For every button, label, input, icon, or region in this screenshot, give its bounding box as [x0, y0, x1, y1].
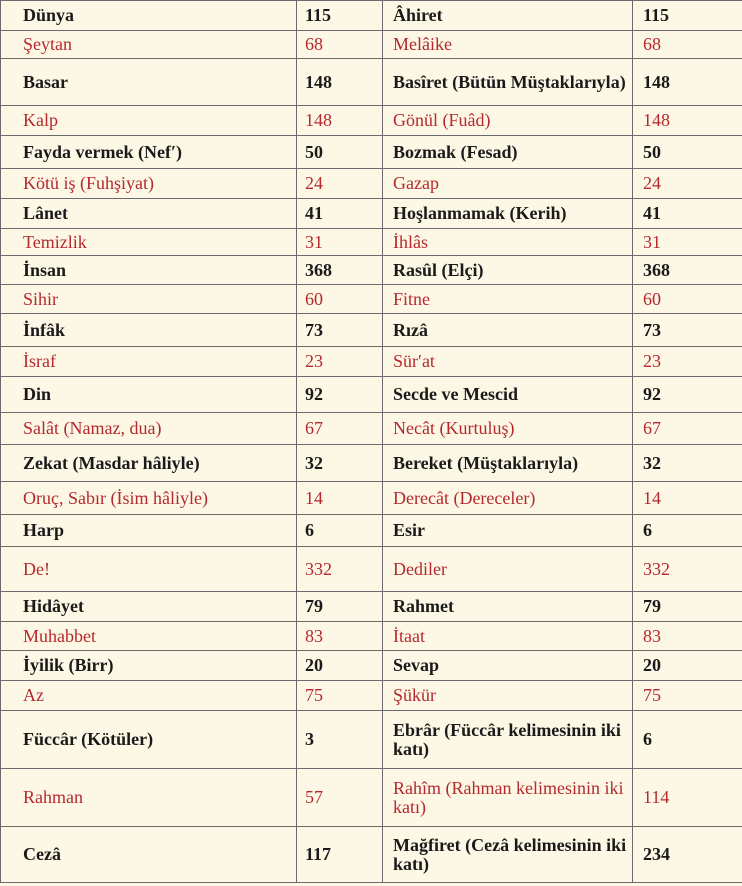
count-cell: 57 — [297, 769, 383, 827]
word-cell: İnfâk — [1, 314, 297, 347]
table-row — [1, 827, 742, 883]
counterpart-word-cell: Sür′at — [383, 347, 633, 377]
table-row — [1, 229, 742, 256]
word-cell: Rahman — [1, 769, 297, 827]
counterpart-count-cell: 31 — [633, 229, 742, 256]
counterpart-word-cell: Gazap — [383, 169, 633, 199]
table-row — [1, 256, 742, 285]
count-cell: 6 — [297, 515, 383, 547]
count-cell: 31 — [297, 229, 383, 256]
counterpart-word-cell: Rahîm (Rahman kelimesinin iki katı) — [383, 769, 633, 827]
table-row — [1, 314, 742, 347]
counterpart-count-cell: 114 — [633, 769, 742, 827]
count-cell: 75 — [297, 681, 383, 711]
counterpart-count-cell: 75 — [633, 681, 742, 711]
count-cell: 3 — [297, 711, 383, 769]
counterpart-count-cell: 20 — [633, 651, 742, 681]
table-row — [1, 651, 742, 681]
counterpart-count-cell: 6 — [633, 711, 742, 769]
counterpart-count-cell: 92 — [633, 377, 742, 413]
count-cell: 32 — [297, 445, 383, 482]
count-cell: 23 — [297, 347, 383, 377]
counterpart-word-cell: Esir — [383, 515, 633, 547]
table-row — [1, 445, 742, 482]
table-row — [1, 136, 742, 169]
table-row — [1, 169, 742, 199]
counterpart-count-cell: 6 — [633, 515, 742, 547]
count-cell: 73 — [297, 314, 383, 347]
counterpart-word-cell: Necât (Kurtuluş) — [383, 413, 633, 445]
counterpart-word-cell: Melâike — [383, 31, 633, 59]
count-cell: 115 — [297, 1, 383, 31]
counterpart-word-cell: Bereket (Müştaklarıyla) — [383, 445, 633, 482]
counterpart-word-cell: Şükür — [383, 681, 633, 711]
word-cell: İyilik (Birr) — [1, 651, 297, 681]
word-cell: Hidâyet — [1, 592, 297, 622]
table-row — [1, 1, 742, 31]
counterpart-count-cell: 332 — [633, 547, 742, 592]
count-cell: 368 — [297, 256, 383, 285]
counterpart-word-cell: Gönül (Fuâd) — [383, 106, 633, 136]
count-cell: 14 — [297, 482, 383, 515]
count-cell: 148 — [297, 59, 383, 106]
counterpart-count-cell: 32 — [633, 445, 742, 482]
table-row — [1, 413, 742, 445]
table-row — [1, 769, 742, 827]
count-cell: 79 — [297, 592, 383, 622]
counterpart-word-cell: İhlâs — [383, 229, 633, 256]
counterpart-word-cell: Rızâ — [383, 314, 633, 347]
counterpart-count-cell: 41 — [633, 199, 742, 229]
counterpart-word-cell: Rahmet — [383, 592, 633, 622]
counterpart-word-cell: Ebrâr (Füccâr kelimesinin iki katı) — [383, 711, 633, 769]
table-row — [1, 31, 742, 59]
word-cell: Din — [1, 377, 297, 413]
counterpart-count-cell: 148 — [633, 106, 742, 136]
counterpart-count-cell: 115 — [633, 1, 742, 31]
word-cell: Oruç, Sabır (İsim hâliyle) — [1, 482, 297, 515]
counterpart-word-cell: Rasûl (Elçi) — [383, 256, 633, 285]
table-row — [1, 681, 742, 711]
word-cell: Temizlik — [1, 229, 297, 256]
word-cell: Harp — [1, 515, 297, 547]
count-cell: 83 — [297, 622, 383, 651]
counterpart-word-cell: Basîret (Bütün Müştaklarıyla) — [383, 59, 633, 106]
counterpart-word-cell: Secde ve Mescid — [383, 377, 633, 413]
counterpart-word-cell: Dediler — [383, 547, 633, 592]
counterpart-word-cell: Derecât (Dereceler) — [383, 482, 633, 515]
counterpart-count-cell: 73 — [633, 314, 742, 347]
word-cell: Sihir — [1, 285, 297, 314]
counterpart-count-cell: 83 — [633, 622, 742, 651]
table-row — [1, 711, 742, 769]
word-cell: Cezâ — [1, 827, 297, 883]
counterpart-count-cell: 79 — [633, 592, 742, 622]
word-cell: Fayda vermek (Nef′) — [1, 136, 297, 169]
counterpart-count-cell: 67 — [633, 413, 742, 445]
word-cell: Muhabbet — [1, 622, 297, 651]
count-cell: 60 — [297, 285, 383, 314]
counterpart-count-cell: 368 — [633, 256, 742, 285]
count-cell: 24 — [297, 169, 383, 199]
table-row — [1, 547, 742, 592]
counterpart-word-cell: Hoşlanmamak (Kerih) — [383, 199, 633, 229]
counterpart-count-cell: 68 — [633, 31, 742, 59]
table-row — [1, 377, 742, 413]
word-cell: Kötü iş (Fuhşiyat) — [1, 169, 297, 199]
count-cell: 68 — [297, 31, 383, 59]
word-cell: Salât (Namaz, dua) — [1, 413, 297, 445]
word-cell: Dünya — [1, 1, 297, 31]
counterpart-count-cell: 50 — [633, 136, 742, 169]
counterpart-word-cell: Âhiret — [383, 1, 633, 31]
count-cell: 117 — [297, 827, 383, 883]
counterpart-word-cell: Sevap — [383, 651, 633, 681]
table-row — [1, 592, 742, 622]
word-cell: Basar — [1, 59, 297, 106]
counterpart-count-cell: 60 — [633, 285, 742, 314]
count-cell: 41 — [297, 199, 383, 229]
word-cell: Lânet — [1, 199, 297, 229]
count-cell: 20 — [297, 651, 383, 681]
count-cell: 92 — [297, 377, 383, 413]
word-cell: İsraf — [1, 347, 297, 377]
table-row — [1, 347, 742, 377]
word-cell: Az — [1, 681, 297, 711]
counterpart-word-cell: Mağfiret (Cezâ kelimesinin iki katı) — [383, 827, 633, 883]
word-cell: Şeytan — [1, 31, 297, 59]
word-cell: İnsan — [1, 256, 297, 285]
counterpart-word-cell: Bozmak (Fesad) — [383, 136, 633, 169]
counterpart-count-cell: 14 — [633, 482, 742, 515]
counterpart-word-cell: Fitne — [383, 285, 633, 314]
count-cell: 67 — [297, 413, 383, 445]
word-cell: Kalp — [1, 106, 297, 136]
table-row — [1, 106, 742, 136]
word-cell: Füccâr (Kötüler) — [1, 711, 297, 769]
table-row — [1, 515, 742, 547]
counterpart-count-cell: 24 — [633, 169, 742, 199]
counterpart-count-cell: 148 — [633, 59, 742, 106]
count-cell: 332 — [297, 547, 383, 592]
table-row — [1, 199, 742, 229]
counterpart-word-cell: İtaat — [383, 622, 633, 651]
counterpart-count-cell: 23 — [633, 347, 742, 377]
count-cell: 50 — [297, 136, 383, 169]
word-cell: Zekat (Masdar hâliyle) — [1, 445, 297, 482]
table-row — [1, 622, 742, 651]
word-cell: De! — [1, 547, 297, 592]
counterpart-count-cell: 234 — [633, 827, 742, 883]
table-row — [1, 59, 742, 106]
count-cell: 148 — [297, 106, 383, 136]
table-row — [1, 482, 742, 515]
table-row — [1, 285, 742, 314]
